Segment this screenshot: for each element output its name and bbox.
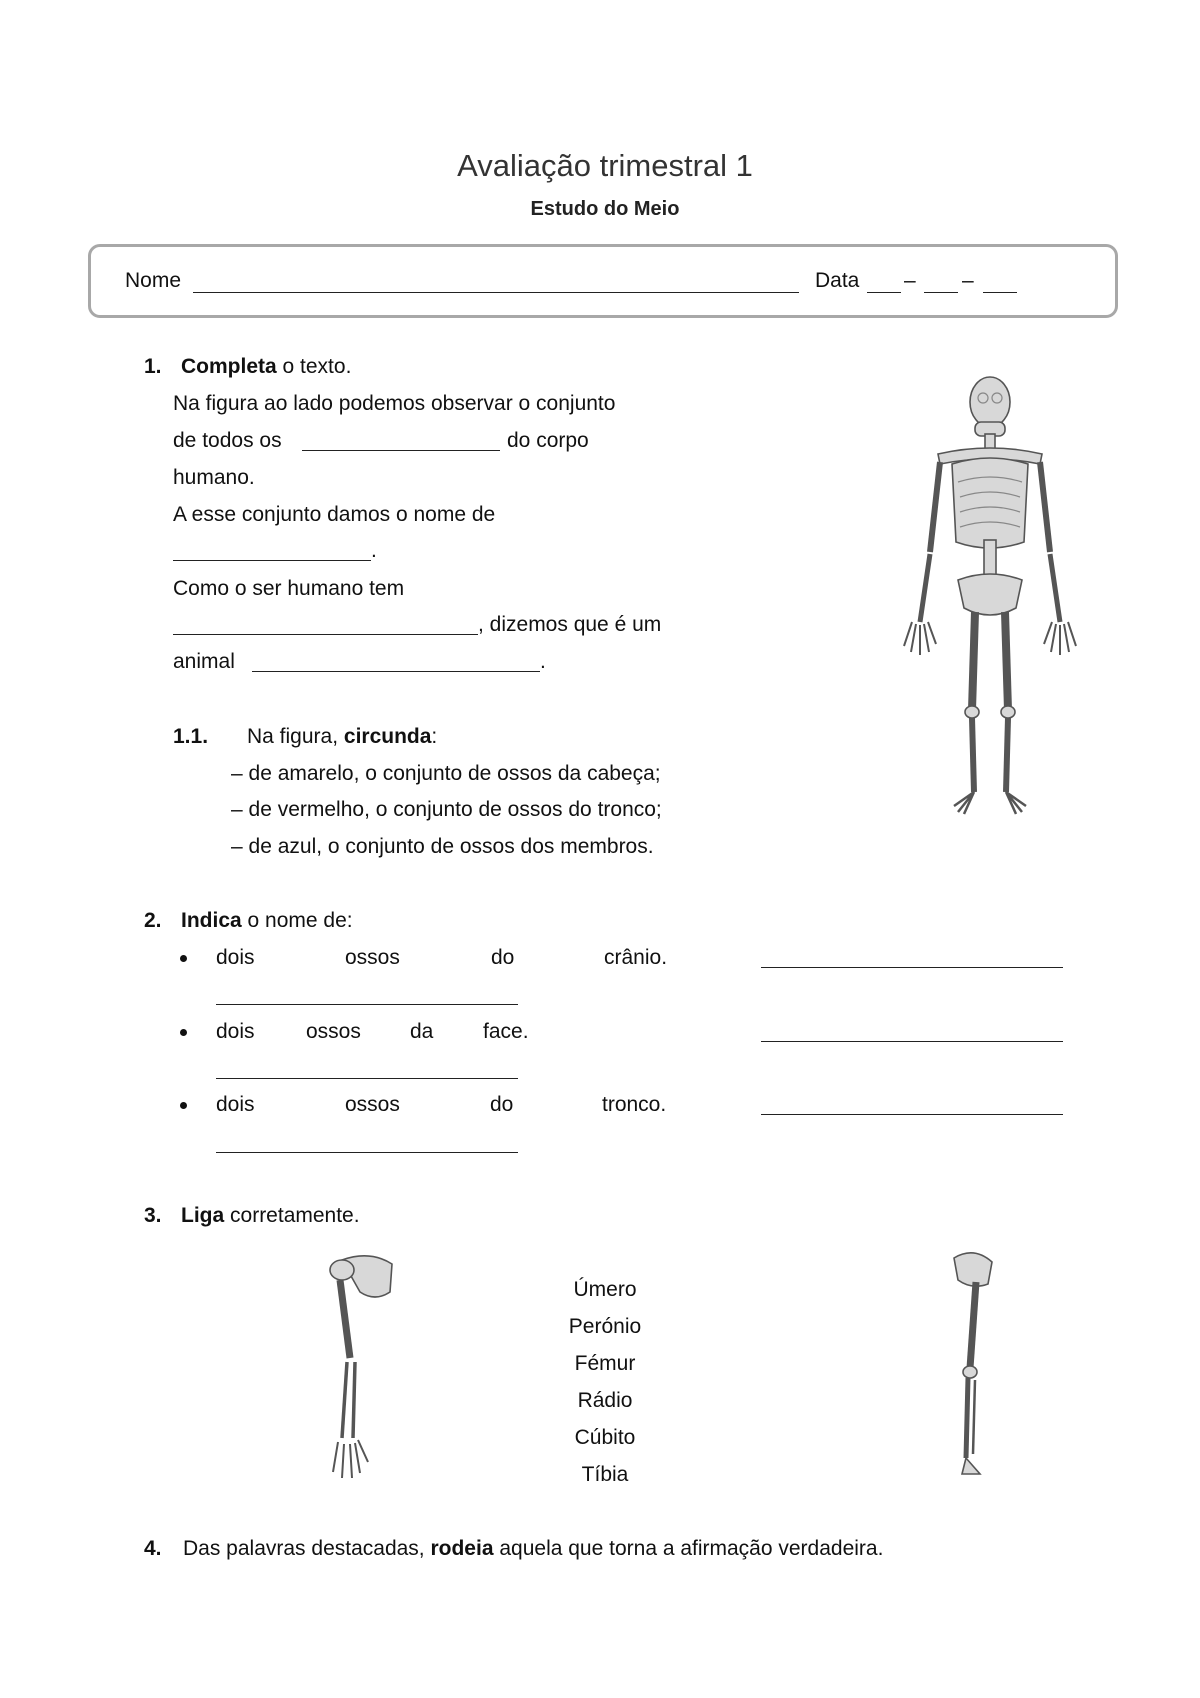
q2-item-word: ossos xyxy=(345,946,400,969)
answer-line-skeleton-type[interactable] xyxy=(173,634,478,635)
q2-verb: Indica xyxy=(181,909,242,932)
q3-instruction xyxy=(181,1205,360,1226)
q2-item-word: ossos xyxy=(306,1020,361,1043)
q2-item-word: ossos xyxy=(345,1093,400,1116)
q3-number: 3. xyxy=(144,1204,162,1227)
date-label: Data xyxy=(815,269,860,292)
date-separator: – xyxy=(904,269,916,292)
q2-item-word: face. xyxy=(483,1020,529,1043)
q2-item-word: dois xyxy=(216,1093,255,1116)
bone-name[interactable]: Perónio xyxy=(568,1315,642,1338)
q2-item-word: do xyxy=(491,946,515,969)
answer-line-face-1[interactable] xyxy=(761,1041,1063,1042)
q4-verb: rodeia xyxy=(430,1537,494,1560)
date-month-line[interactable] xyxy=(924,292,958,293)
q1-1-suffix: : xyxy=(431,725,438,748)
answer-line-face-2[interactable] xyxy=(216,1078,518,1079)
bullet-icon xyxy=(180,1029,187,1036)
q1-1-number: 1.1. xyxy=(173,725,209,748)
bone-name[interactable]: Cúbito xyxy=(574,1426,636,1449)
q1-1-item: – de vermelho, o conjunto de ossos do tronco; xyxy=(231,798,662,821)
answer-line-animal-type[interactable] xyxy=(252,671,540,672)
q2-instruction-rest: o nome de: xyxy=(247,909,353,932)
q1-1-item: – de azul, o conjunto de ossos dos membros. xyxy=(231,835,654,858)
answer-line-cranium-1[interactable] xyxy=(761,967,1063,968)
bone-name[interactable]: Tíbia xyxy=(581,1463,629,1486)
q2-item-word: do xyxy=(490,1093,514,1116)
bullet-icon xyxy=(180,1102,187,1109)
bone-names-list xyxy=(520,1271,690,1493)
q3-instruction-rest: corretamente. xyxy=(230,1204,360,1227)
q1-text-line: . xyxy=(540,650,546,673)
q1-text-line: Na figura ao lado podemos observar o conjunto xyxy=(173,392,616,415)
bullet-icon xyxy=(180,955,187,962)
q1-text-line: , dizemos que é um xyxy=(478,613,662,636)
q1-1-verb: circunda xyxy=(343,725,432,748)
page-title: Avaliação trimestral 1 xyxy=(457,148,753,183)
q1-text-line: A esse conjunto damos o nome de xyxy=(173,503,496,526)
q1-verb: Completa xyxy=(181,355,277,378)
date-year-line[interactable] xyxy=(983,292,1017,293)
q1-1-instruction xyxy=(247,726,437,747)
q3-verb: Liga xyxy=(181,1204,225,1227)
q1-instruction xyxy=(181,356,351,377)
q1-1-prefix: Na figura, xyxy=(247,725,339,748)
skeleton-image xyxy=(880,372,1100,820)
name-label: Nome xyxy=(125,269,182,292)
q1-text-line: do corpo xyxy=(507,429,589,452)
q1-text-line: humano. xyxy=(173,466,255,489)
page-subtitle: Estudo do Meio xyxy=(530,198,680,220)
q2-item-word: dois xyxy=(216,1020,255,1043)
q2-instruction xyxy=(181,910,353,931)
q4-instruction xyxy=(183,1538,883,1559)
answer-line-skeleton[interactable] xyxy=(173,560,371,561)
q2-number: 2. xyxy=(144,909,162,932)
q1-1-item: – de amarelo, o conjunto de ossos da cabeça; xyxy=(231,762,661,785)
q1-text-line: . xyxy=(371,539,377,562)
student-info-box xyxy=(88,244,1118,318)
leg-bones-image xyxy=(944,1248,1004,1478)
date-day-line[interactable] xyxy=(867,292,901,293)
q1-number: 1. xyxy=(144,355,162,378)
answer-line-trunk-1[interactable] xyxy=(761,1114,1063,1115)
bone-name[interactable]: Rádio xyxy=(577,1389,633,1412)
q4-instruction-rest: aquela que torna a afirmação verdadeira. xyxy=(499,1537,884,1560)
q1-text-line: animal xyxy=(173,650,235,673)
date-separator: – xyxy=(962,269,974,292)
q2-item-word: dois xyxy=(216,946,255,969)
answer-line-bones[interactable] xyxy=(302,450,500,451)
q2-item-word: crânio. xyxy=(604,946,668,969)
q1-text-line: Como o ser humano tem xyxy=(173,577,405,600)
q2-item-word: da xyxy=(410,1020,434,1043)
q2-item-word: tronco. xyxy=(602,1093,667,1116)
answer-line-cranium-2[interactable] xyxy=(216,1004,518,1005)
answer-line-trunk-2[interactable] xyxy=(216,1152,518,1153)
q4-number: 4. xyxy=(144,1537,162,1560)
q1-text-line: de todos os xyxy=(173,429,282,452)
name-field-line[interactable] xyxy=(193,292,799,293)
bone-name[interactable]: Fémur xyxy=(574,1352,636,1375)
arm-bones-image xyxy=(320,1252,400,1482)
q1-instruction-rest: o texto. xyxy=(282,355,352,378)
bone-name[interactable]: Úmero xyxy=(573,1278,637,1301)
q4-prefix: Das palavras destacadas, xyxy=(183,1537,425,1560)
